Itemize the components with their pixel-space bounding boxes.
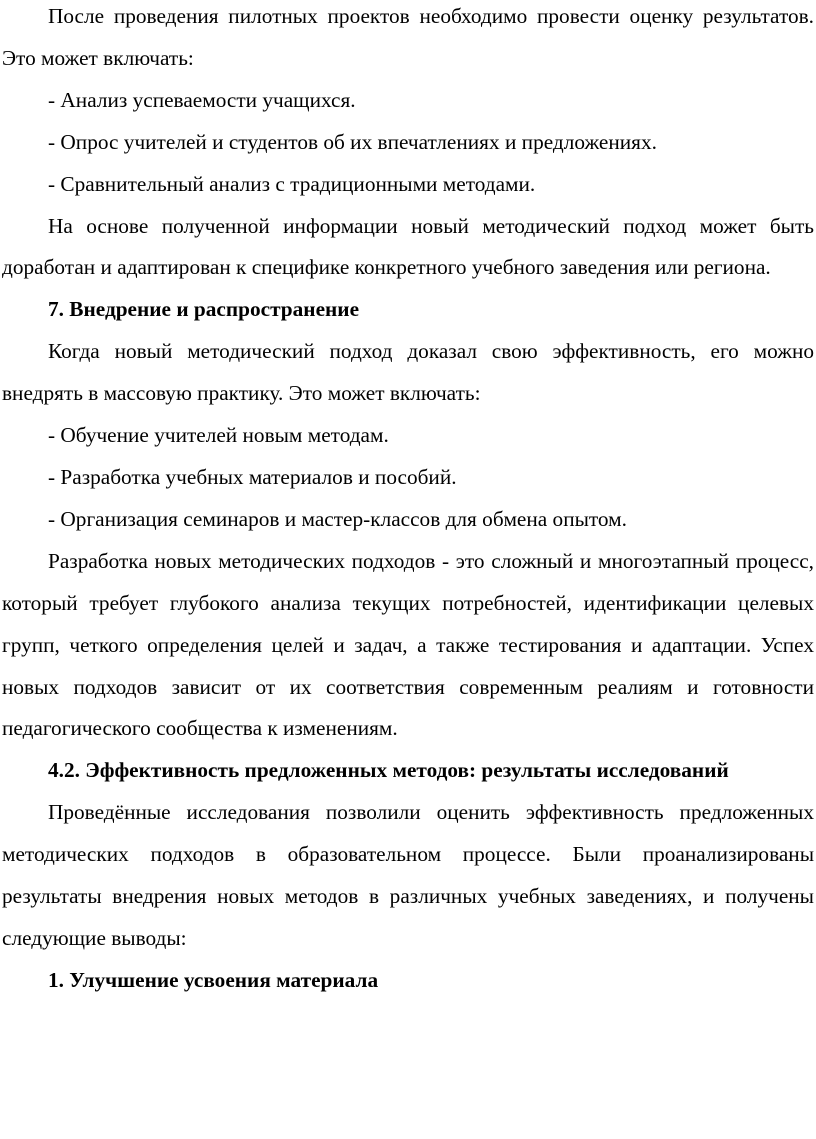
section-heading-effectiveness: 4.2. Эффективность предложенных методов: результаты исследований	[48, 758, 729, 783]
section-heading-implementation: 7. Внедрение и распространение	[48, 297, 360, 322]
list-item-comparative-analysis: - Сравнительный анализ с традиционными методами.	[48, 171, 536, 196]
list-item-performance-analysis: - Анализ успеваемости учащихся.	[48, 87, 356, 112]
list-item-survey: - Опрос учителей и студентов об их впечатлениях и предложениях.	[48, 129, 657, 154]
paragraph-mass-adoption: Когда новый методический подход доказал свою эффективность, его можно внедрять в массовую практику. Это может включать:	[2, 339, 814, 406]
list-item-materials: - Разработка учебных материалов и пособий.	[48, 464, 457, 489]
paragraph-summary: Разработка новых методических подходов - это сложный и многоэтапный процесс, который требует глубокого анализа текущих потребностей, идентификации целевых групп, четкого определения целей и задач, а также тестирования и адаптации. Успех новых подходов зависит от их соответствия современным реалиям и готовности педагогического сообщества к изменениям.	[2, 548, 814, 741]
list-item-seminars: - Организация семинаров и мастер-классов для обмена опытом.	[48, 506, 627, 531]
paragraph-pilot-evaluation: После проведения пилотных проектов необходимо провести оценку результатов. Это может включать:	[2, 4, 814, 70]
paragraph-research-results: Проведённые исследования позволили оценить эффективность предложенных методических подходов в образовательном процессе. Были проанализированы результаты внедрения новых методов в различных учебных заведениях, и получены следующие выводы:	[2, 800, 814, 950]
list-item-teacher-training: - Обучение учителей новым методам.	[48, 423, 389, 448]
subheading-material-assimilation: 1. Улучшение усвоения материала	[48, 967, 379, 992]
document-page	[2, 0, 814, 1002]
paragraph-refinement: На основе полученной информации новый методический подход может быть доработан и адаптирован к специфике конкретного учебного заведения или региона.	[2, 213, 814, 280]
